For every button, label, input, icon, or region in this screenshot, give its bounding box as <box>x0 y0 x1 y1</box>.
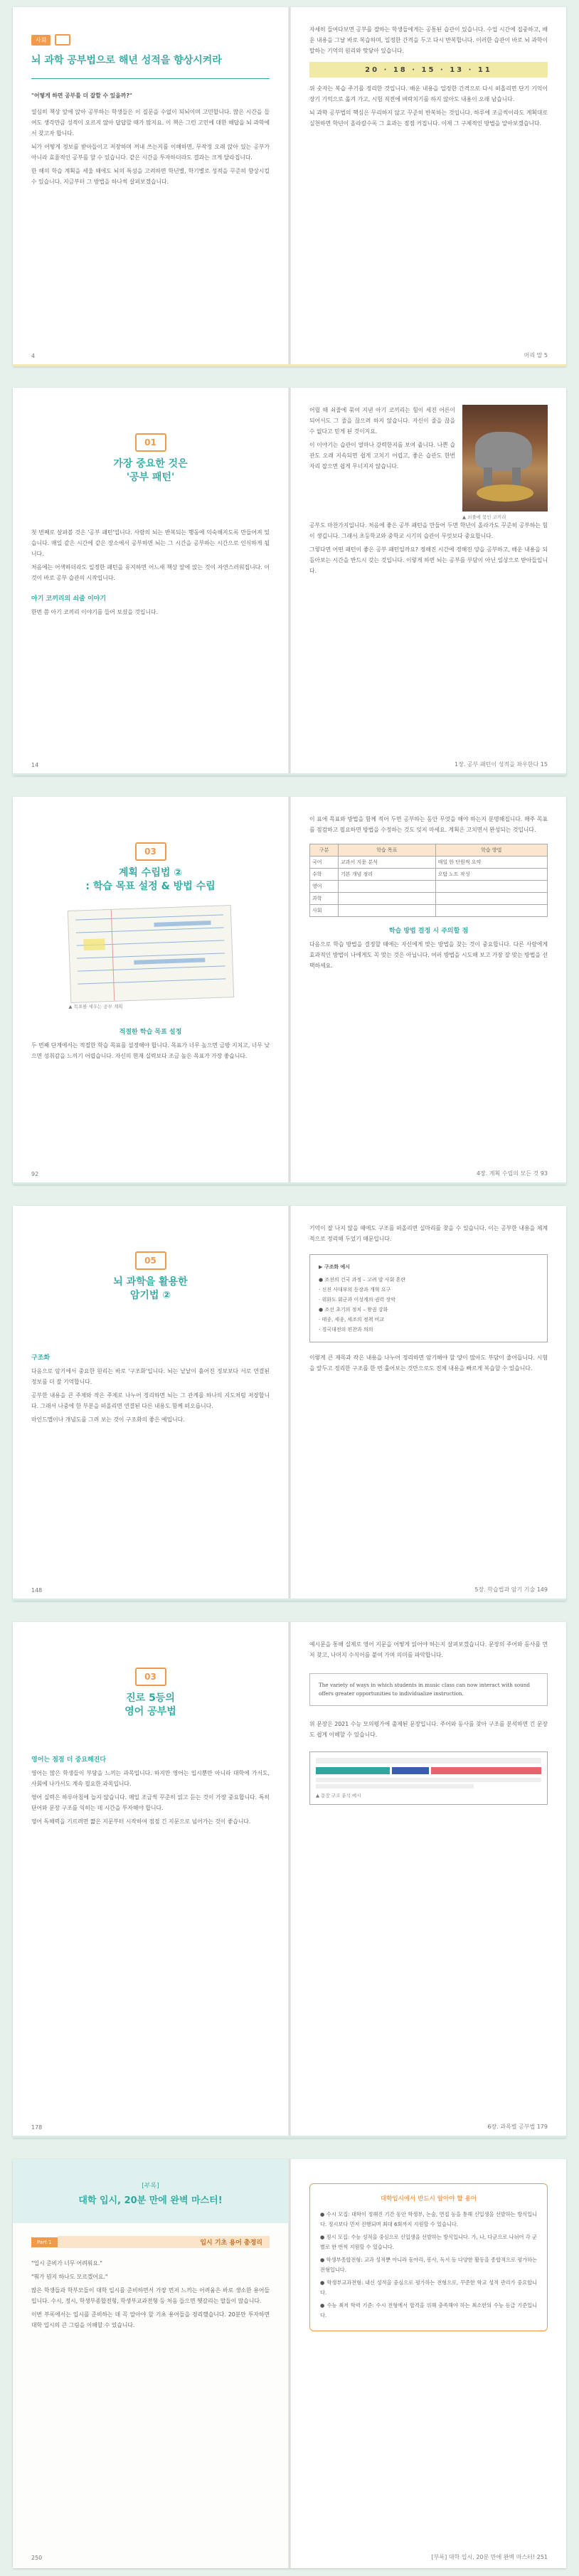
page-93 <box>291 797 566 1184</box>
table-row <box>310 893 548 905</box>
section-number-badge: 05 <box>135 1251 166 1270</box>
section-heading <box>31 1251 270 1303</box>
body-text <box>309 24 548 56</box>
chapter-heading <box>31 34 270 46</box>
body-text <box>309 1639 548 1660</box>
body-text <box>31 1366 270 1425</box>
section-heading <box>31 842 270 894</box>
term-item: ● 수시 모집: 대학이 정해진 기간 동안 학생부, 논술, 면접 등을 통해 신입생을 선발하는 방식입니다. 정시보다 먼저 진행되며 최대 6회까지 지원할 수 있습니다. <box>320 2211 537 2227</box>
subheading: 구조화 <box>31 1355 51 1362</box>
page-number: 4장. 계획 수립의 모든 것 93 <box>476 1170 548 1177</box>
table-cell: 사회 <box>310 905 339 917</box>
body-text <box>309 83 548 129</box>
table-row <box>310 857 548 869</box>
page-number: 148 <box>31 1587 43 1594</box>
table-cell: 매일 한 단원씩 요약 <box>435 857 547 869</box>
page-number: 250 <box>31 2555 43 2561</box>
subheading: 아기 코끼리의 쇠줄 이야기 <box>31 595 107 603</box>
body-text <box>31 2258 270 2331</box>
term-item: ● 학생부종합전형: 교과 성적뿐 아니라 동아리, 봉사, 독서 등 다양한 활동을 종합적으로 평가하는 전형입니다. <box>320 2257 537 2273</box>
planner-photo <box>67 905 233 1003</box>
page-15 <box>291 388 566 775</box>
figure-caption: ▲ 문장 구조 분석 예시 <box>316 1793 361 1798</box>
text-with-photo <box>309 405 548 520</box>
divider <box>31 78 270 79</box>
paragraph: 영어 실력은 하루아침에 늘지 않습니다. 매일 조금씩 꾸준히 읽고 듣는 것이 가장 중요합니다. 특히 단어와 문장 구조를 익히는 데 시간을 투자해야 합니다. <box>31 1794 270 1811</box>
table-cell <box>339 881 436 893</box>
paragraph: 뇌가 어떻게 정보를 받아들이고 저장하며 꺼내 쓰는지를 이해하면, 무작정 오래 앉아 있는 공부가 아니라 효율적인 공부를 할 수 있습니다. 같은 시간을 투자하더라도 결과는 크게 달라집니다. <box>31 144 270 161</box>
intro-quote: "어떻게 하면 공부를 더 잘할 수 있을까?" <box>31 92 132 99</box>
table-cell <box>339 893 436 905</box>
page-number: 178 <box>31 2124 43 2131</box>
terms-box-title: 대학입시에서 반드시 알아야 할 용어 <box>380 2195 477 2203</box>
paragraph: 예시문을 통해 실제로 영어 지문을 어떻게 읽어야 하는지 살펴보겠습니다. 문장의 주어와 동사를 먼저 찾고, 나머지 수식어를 붙여 가며 의미를 파악합니다. <box>309 1641 548 1658</box>
bottom-band <box>13 773 566 775</box>
paragraph: 어릴 때 쇠줄에 묶여 지낸 아기 코끼리는 힘이 세진 어른이 되어서도 그 줄을 끊으려 하지 않습니다. 자신이 줄을 끊을 수 없다고 믿게 된 것이지요. <box>309 407 455 435</box>
elephant-photo <box>462 405 548 512</box>
terms-box <box>309 2183 548 2331</box>
paragraph: 한번 쯤 아기 코끼리 이야기를 들어 보셨을 것입니다. <box>31 609 158 615</box>
page-number: 6장. 과목별 공부법 179 <box>487 2124 548 2130</box>
bottom-band <box>13 1599 566 1601</box>
body-text <box>31 107 270 187</box>
body-text <box>309 1719 548 1740</box>
term-item: ● 학생부교과전형: 내신 성적을 중심으로 평가하는 전형으로, 꾸준한 학교 성적 관리가 중요합니다. <box>320 2279 537 2296</box>
page-179 <box>291 1622 566 2138</box>
table-cell: 수학 <box>310 869 339 881</box>
body-text <box>309 814 548 835</box>
paragraph: 첫 번째로 살펴볼 것은 '공부 패턴'입니다. 사람의 뇌는 반복되는 행동에 익숙해지도록 만들어져 있습니다. 매일 같은 시간에 같은 장소에서 공부하면 뇌는 그 시간을 공부하는 시간으로 인식하게 됩니다. <box>31 529 270 557</box>
body-text <box>309 1352 548 1374</box>
example-line: ● 조선 초기의 정치 – 왕권 강화 <box>319 1307 388 1313</box>
example-line: · 위화도 회군과 이성계의 권력 장악 <box>319 1297 396 1303</box>
page-92 <box>13 797 288 1184</box>
spread-1 <box>13 7 566 366</box>
example-line: · 태종, 세종, 세조의 정책 비교 <box>319 1317 385 1323</box>
table-cell: 오답 노트 작성 <box>435 869 547 881</box>
term-item: ● 수능 최저 학력 기준: 수시 전형에서 합격을 위해 충족해야 하는 최소한의 수능 등급 기준입니다. <box>320 2302 537 2318</box>
paragraph: 자세히 들여다보면 공부를 잘하는 학생들에게는 공통된 습관이 있습니다. 수업 시간에 집중하고, 배운 내용을 그날 바로 복습하며, 일정한 간격을 두고 다시 반복합니다. 이러한 습관이 바로 뇌 과학이 말하는 기억의 원리와 맞닿아 있습니다. <box>309 26 548 54</box>
page-148 <box>13 1206 288 1601</box>
page-5 <box>291 7 566 366</box>
section-heading <box>31 1668 270 1719</box>
table-row <box>310 905 548 917</box>
photo-block <box>462 405 548 520</box>
paragraph: 이 표에 목표와 방법을 함께 적어 두면 공부하는 동안 무엇을 해야 하는지 분명해집니다. 매주 목표를 점검하고 필요하면 방법을 수정하는 것도 잊지 마세요. 계획은 고치면서 완성되는 것입니다. <box>309 816 548 833</box>
example-box-title: ▶ 구조화 예시 <box>319 1264 351 1270</box>
plan-table <box>309 844 548 917</box>
paragraph: 마인드맵이나 개념도를 그려 보는 것이 구조화의 좋은 예입니다. <box>31 1416 185 1423</box>
table-cell <box>339 905 436 917</box>
body-text <box>309 405 455 520</box>
table-cell <box>435 881 547 893</box>
section-number-badge: 03 <box>135 1668 166 1686</box>
quote-line: "뭐가 뭔지 하나도 모르겠어요." <box>31 2274 108 2280</box>
page-250 <box>13 2159 288 2568</box>
paragraph: 영어 독해력을 기르려면 짧은 지문부터 시작하여 점점 긴 지문으로 넘어가는 것이 좋습니다. <box>31 1818 251 1825</box>
table-cell <box>435 893 547 905</box>
page-number: 머리 말 5 <box>524 352 548 359</box>
paragraph: 많은 학생들과 학부모들이 대학 입시를 준비하면서 가장 먼저 느끼는 어려움은 바로 생소한 용어들입니다. 수시, 정시, 학생부종합전형, 학생부교과전형 등 처음 들으면 헷갈리는 말들이 많습니다. <box>31 2287 270 2304</box>
page-number: 5장. 학습법과 암기 기술 149 <box>474 1586 548 1593</box>
paragraph: 이 이야기는 습관이 얼마나 강력한지를 보여 줍니다. 나쁜 습관도 오래 지속되면 쉽게 고치기 어렵고, 좋은 습관도 한번 자리 잡으면 쉽게 무너지지 않습니다. <box>309 442 455 470</box>
body-text <box>31 1040 270 1061</box>
part-label: Part 1 <box>31 2237 58 2247</box>
section-heading <box>31 433 270 484</box>
paragraph: 기억이 잘 나지 않을 때에도 구조를 떠올리면 실마리를 찾을 수 있습니다. 이는 공부한 내용을 체계적으로 정리해 두었기 때문입니다. <box>309 1225 548 1242</box>
term-item: ● 정시 모집: 수능 성적을 중심으로 신입생을 선발하는 방식입니다. 가, 나, 다군으로 나뉘어 각 군별로 한 번씩 지원할 수 있습니다. <box>320 2234 537 2250</box>
english-example-box: The variety of ways in which students in music class can now interact with sound offers greater opportunities to individualize instruction. <box>309 1673 548 1706</box>
bottom-band <box>13 2136 566 2138</box>
paragraph: 한 해의 학습 계획을 세울 때에도 뇌의 특성을 고려하면 학년별, 학기별로 성적을 꾸준히 향상시킬 수 있습니다. 지금부터 그 방법을 하나씩 살펴보겠습니다. <box>31 168 270 185</box>
body-text <box>309 1223 548 1244</box>
photo-caption: ▲ 목표를 세우는 공부 계획 <box>68 1004 123 1009</box>
planner-photo-block <box>69 908 233 1009</box>
paragraph: 공부도 마찬가지입니다. 처음에 좋은 공부 패턴을 만들어 두면 학년이 올라가도 꾸준히 공부하는 힘이 생깁니다. 그래서 초등학교와 중학교 시기의 습관이 무엇보다 중요합니다. <box>309 522 548 539</box>
section-title-line1: 가장 중요한 것은 <box>113 458 188 470</box>
terms-list <box>320 2210 537 2321</box>
part-header <box>31 2236 270 2248</box>
sentence-structure-figure <box>309 1751 548 1805</box>
page-251 <box>291 2159 566 2568</box>
spread-4 <box>13 1206 566 1601</box>
paragraph: 두 번째 단계에서는 적절한 학습 목표를 설정해야 합니다. 목표가 너무 높으면 금방 지치고, 너무 낮으면 성취감을 느끼기 어렵습니다. 자신의 현재 실력보다 조금 높은 목표가 가장 좋습니다. <box>31 1042 270 1059</box>
highlight-bar: 20 · 18 · 15 · 13 · 11 <box>309 62 548 78</box>
bottom-band <box>13 364 566 366</box>
body-text <box>31 527 270 583</box>
table-cell: 교과서 지문 분석 <box>339 857 436 869</box>
paragraph: 열심히 책상 앞에 앉아 공부하는 학생들은 이 질문을 수없이 되뇌이며 고민합니다. 많은 시간을 들여도 생각만큼 성적이 오르지 않아 답답할 때가 많지요. 이 책은 그런 고민에 대한 해답을 뇌 과학에서 찾고자 합니다. <box>31 109 270 137</box>
paragraph: 공부한 내용을 큰 주제와 작은 주제로 나누어 정리하면 뇌는 그 관계를 하나의 지도처럼 저장합니다. 그래서 나중에 한 부분을 떠올리면 연결된 다른 내용도 함께 떠오릅니다. <box>31 1392 270 1409</box>
paragraph: 처음에는 어색하더라도 일정한 패턴을 유지하면 어느새 책상 앞에 앉는 것이 자연스러워집니다. 이것이 바로 공부 습관의 시작입니다. <box>31 564 270 581</box>
paragraph: 이번 부록에서는 입시를 준비하는 데 꼭 알아야 할 기초 용어들을 정리했습니다. 20분만 투자하면 대학 입시의 큰 그림을 이해할 수 있습니다. <box>31 2311 270 2328</box>
paragraph: 위 문장은 2021 수능 모의평가에 출제된 문장입니다. 주어와 동사를 찾아 구조를 분석하면 긴 문장도 쉽게 이해할 수 있습니다. <box>309 1721 548 1738</box>
appendix-title: 대학 입시, 20분 만에 완벽 마스터! <box>78 2195 223 2206</box>
example-line: ● 조선의 건국 과정 – 고려 말 사회 혼란 <box>319 1277 406 1283</box>
bottom-band <box>13 1182 566 1184</box>
spread-2 <box>13 388 566 775</box>
page-title: 뇌 과학 공부법으로 해년 성적을 향상시켜라 <box>31 55 222 66</box>
section-title-line2: '공부 패턴' <box>126 472 175 483</box>
table-cell: 기본 개념 정리 <box>339 869 436 881</box>
quote-line: "입시 준비가 너무 어려워요." <box>31 2260 102 2267</box>
table-cell: 국어 <box>310 857 339 869</box>
body-text <box>309 520 548 576</box>
appendix-header <box>13 2159 288 2223</box>
table-header-cell: 학습 방법 <box>435 844 547 857</box>
table-cell <box>435 905 547 917</box>
page-number: 14 <box>31 762 39 768</box>
page-number: 1장. 공부 패턴이 성적을 좌우한다 15 <box>455 761 548 768</box>
example-box <box>309 1254 548 1342</box>
appendix-tag: [부록] <box>142 2183 159 2190</box>
photo-caption: ▲ 쇠줄에 묶인 코끼리 <box>462 514 506 520</box>
spread-6 <box>13 2159 566 2568</box>
paragraph: 이렇게 큰 제목과 작은 내용을 나누어 정리하면 암기해야 할 양이 많아도 부담이 줄어듭니다. 시험을 앞두고 정리한 구조를 한 번 훑어보는 것만으로도 전체 내용을 빠르게 복습할 수 있습니다. <box>309 1355 548 1372</box>
section-title-line1: 계획 수립법 ② <box>118 867 183 879</box>
pencil-note-icon <box>55 34 70 46</box>
page-number: [부록] 대학 입시, 20분 만에 완벽 마스터! 251 <box>431 2554 548 2560</box>
section-title-line1: 진로 5등의 <box>126 1692 175 1704</box>
example-line: · 신진 사대부의 등장과 개혁 요구 <box>319 1287 391 1293</box>
subheading: 학습 방법 결정 시 주의할 점 <box>388 928 469 935</box>
structure-bar-subject <box>316 1767 390 1774</box>
table-header-row <box>310 844 548 857</box>
part-title: 입시 기초 용어 총정리 <box>58 2236 270 2248</box>
table-cell: 영어 <box>310 881 339 893</box>
spread-3 <box>13 797 566 1184</box>
table-header-cell: 학습 목표 <box>339 844 436 857</box>
tag-badge: 사회 <box>31 35 51 46</box>
paragraph: 위 숫자는 복습 주기를 정리한 것입니다. 배운 내용을 일정한 간격으로 다시 떠올리면 단기 기억이 장기 기억으로 옮겨 가고, 시험 직전에 벼락치기를 하지 않아도 내용이 오래 남습니다. <box>309 85 548 102</box>
structure-bar-verb <box>392 1767 429 1774</box>
section-number-badge: 03 <box>135 842 166 861</box>
page-number: 4 <box>31 353 36 359</box>
body-text <box>309 939 548 971</box>
paragraph: 영어는 많은 학생들이 부담을 느끼는 과목입니다. 하지만 영어는 입시뿐만 아니라 대학에 가서도, 사회에 나가서도 계속 필요한 과목입니다. <box>31 1770 270 1787</box>
table-row <box>310 881 548 893</box>
page-4 <box>13 7 288 366</box>
paragraph: 뇌 과학 공부법의 핵심은 무리하지 않고 꾸준히 반복하는 것입니다. 하루에 조금씩이라도 계획대로 실천하면 학년이 올라갈수록 그 효과는 점점 커집니다. 이제 그 구체적인 방법을 알아보겠습니다. <box>309 110 548 127</box>
paragraph: 다음으로 암기에서 중요한 원리는 바로 '구조화'입니다. 뇌는 낱낱이 흩어진 정보보다 서로 연결된 정보를 더 잘 기억합니다. <box>31 1368 270 1385</box>
table-header-cell: 구분 <box>310 844 339 857</box>
structure-bar-object <box>431 1767 542 1774</box>
section-title-line2: : 학습 목표 설정 & 방법 수립 <box>85 881 216 892</box>
table-row <box>310 869 548 881</box>
body-text <box>31 1768 270 1827</box>
paragraph: 다음으로 학습 방법을 결정할 때에는 자신에게 맞는 방법을 찾는 것이 중요합니다. 다른 사람에게 효과적인 방법이 나에게도 꼭 맞는 것은 아닙니다. 여러 방법을 시도해 보고 가장 잘 맞는 방법을 선택하세요. <box>309 941 548 969</box>
page-149 <box>291 1206 566 1601</box>
spread-5 <box>13 1622 566 2138</box>
example-line: · 경국대전의 편찬과 의의 <box>319 1327 373 1332</box>
subheading: 영어는 점점 더 중요해진다 <box>31 1756 107 1764</box>
section-title-line2: 암기법 ② <box>129 1290 171 1301</box>
page-178 <box>13 1622 288 2138</box>
section-number-badge: 01 <box>135 433 166 452</box>
paragraph: 그렇다면 어떤 패턴이 좋은 공부 패턴일까요? 정해진 시간에 정해진 양을 공부하고, 배운 내용을 되돌아보는 시간을 반드시 갖는 것입니다. 이렇게 하면 뇌는 공부를 부담이 아닌 일상으로 받아들입니다. <box>309 546 548 574</box>
section-title-line1: 뇌 과학을 활용한 <box>113 1276 188 1288</box>
table-cell: 과학 <box>310 893 339 905</box>
page-14 <box>13 388 288 775</box>
subheading: 적절한 학습 목표 설정 <box>119 1029 182 1036</box>
page-number: 92 <box>31 1171 39 1177</box>
section-title-line2: 영어 공부법 <box>124 1706 176 1717</box>
